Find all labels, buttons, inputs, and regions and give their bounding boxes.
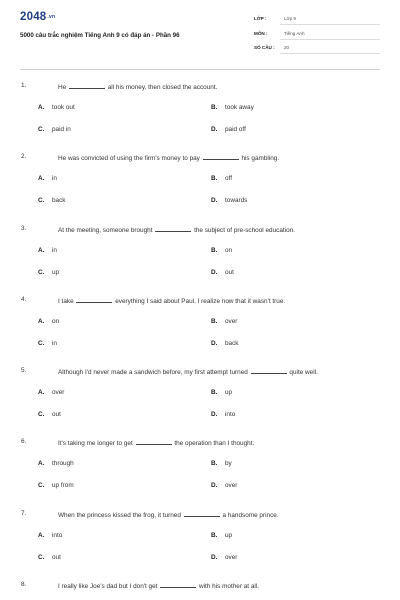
question-stem xyxy=(58,367,318,376)
option-text: into xyxy=(225,411,236,418)
option-d[interactable] xyxy=(211,269,234,276)
option-letter: D. xyxy=(211,340,218,347)
option-c[interactable] xyxy=(38,126,71,133)
question-number: 7. xyxy=(21,510,27,517)
option-d[interactable] xyxy=(211,340,239,347)
option-d[interactable] xyxy=(211,482,237,489)
option-a[interactable] xyxy=(38,247,57,254)
stem-after: with his mother at all. xyxy=(199,583,260,590)
option-text: in xyxy=(52,175,57,182)
option-letter: C. xyxy=(38,340,45,347)
question-stem xyxy=(58,438,254,447)
question-number: 2. xyxy=(21,153,27,160)
option-text: over xyxy=(52,389,65,396)
meta-count-label: SỐ CÂU : xyxy=(254,45,275,50)
meta-subject xyxy=(254,29,380,40)
stem-after: all his money, then closed the account. xyxy=(107,84,218,91)
option-text: into xyxy=(52,532,63,539)
option-letter: B. xyxy=(211,175,218,182)
document-title: 5000 câu trắc nghiệm Tiếng Anh 9 có đáp án - Phần 96 xyxy=(20,32,180,39)
stem-after: a handsome prince. xyxy=(222,512,279,519)
question-number: 8. xyxy=(21,581,27,588)
option-letter: B. xyxy=(211,389,218,396)
meta-class-line xyxy=(280,24,380,25)
stem-after: the subject of pre-school education. xyxy=(194,227,295,234)
option-text: off xyxy=(225,175,232,182)
stem-before: He was convicted of using the firm's money to pay xyxy=(58,155,200,162)
option-a[interactable] xyxy=(38,104,75,111)
option-text: took out xyxy=(52,104,75,111)
answer-blank xyxy=(160,581,196,588)
option-letter: D. xyxy=(211,269,218,276)
option-text: over xyxy=(225,318,238,325)
meta-count-value: 20 xyxy=(284,45,290,50)
option-text: up xyxy=(52,269,60,276)
option-d[interactable] xyxy=(211,197,247,204)
question-7 xyxy=(0,510,400,580)
option-d[interactable] xyxy=(211,126,246,133)
question-number: 3. xyxy=(21,225,27,232)
meta-count-line xyxy=(280,53,380,54)
option-b[interactable] xyxy=(211,460,232,467)
option-c[interactable] xyxy=(38,197,66,204)
answer-blank xyxy=(203,153,239,160)
header xyxy=(0,0,400,62)
question-4 xyxy=(0,296,400,366)
option-letter: D. xyxy=(211,197,218,204)
question-5 xyxy=(0,367,400,437)
option-b[interactable] xyxy=(211,247,232,254)
option-text: paid in xyxy=(52,126,71,133)
header-divider xyxy=(20,69,380,70)
option-text: over xyxy=(225,482,238,489)
question-1 xyxy=(0,82,400,152)
answer-blank xyxy=(155,225,191,232)
stem-after: quite well. xyxy=(289,369,318,376)
option-a[interactable] xyxy=(38,175,57,182)
option-text: paid off xyxy=(225,126,246,133)
option-c[interactable] xyxy=(38,340,57,347)
option-a[interactable] xyxy=(38,460,74,467)
option-letter: A. xyxy=(38,247,45,254)
option-letter: C. xyxy=(38,411,45,418)
stem-before: When the princess kissed the frog, it turned xyxy=(58,512,181,519)
option-d[interactable] xyxy=(211,554,237,561)
option-text: through xyxy=(52,460,74,467)
stem-before: Although I'd never made a sandwich before, my first attempt turned xyxy=(58,369,248,376)
option-b[interactable] xyxy=(211,389,232,396)
answer-blank xyxy=(76,296,112,303)
question-6 xyxy=(0,438,400,508)
option-letter: A. xyxy=(38,389,45,396)
option-c[interactable] xyxy=(38,554,61,561)
question-stem xyxy=(58,82,217,91)
option-text: up xyxy=(225,532,233,539)
meta-subject-label: MÔN : xyxy=(254,31,268,36)
meta-class xyxy=(254,14,380,25)
question-stem xyxy=(58,153,279,162)
option-letter: A. xyxy=(38,532,45,539)
question-8 xyxy=(0,581,400,600)
option-letter: C. xyxy=(38,554,45,561)
answer-blank xyxy=(69,82,105,89)
answer-blank xyxy=(136,438,172,445)
meta-class-value: Lớp 9 xyxy=(284,16,296,21)
option-b[interactable] xyxy=(211,104,254,111)
option-letter: C. xyxy=(38,197,45,204)
option-text: out xyxy=(225,269,234,276)
option-letter: A. xyxy=(38,104,45,111)
option-letter: D. xyxy=(211,411,218,418)
stem-before: I take xyxy=(58,298,74,305)
question-number: 1. xyxy=(21,82,27,89)
stem-before: It's taking me longer to get xyxy=(58,440,133,447)
meta-count xyxy=(254,43,380,54)
option-text: on xyxy=(52,318,60,325)
option-c[interactable] xyxy=(38,269,59,276)
question-stem xyxy=(58,581,259,590)
option-letter: B. xyxy=(211,460,218,467)
logo-suffix: .vn xyxy=(47,13,56,20)
stem-before: He xyxy=(58,84,67,91)
option-c[interactable] xyxy=(38,482,74,489)
option-text: up xyxy=(225,389,233,396)
option-a[interactable] xyxy=(38,532,62,539)
option-text: over xyxy=(225,554,238,561)
meta-subject-line xyxy=(280,39,380,40)
meta-subject-value: Tiếng Anh xyxy=(284,31,305,36)
stem-after: the operation than I thought. xyxy=(174,440,255,447)
answer-blank xyxy=(184,510,220,517)
option-letter: D. xyxy=(211,126,218,133)
option-text: out xyxy=(52,554,61,561)
option-text: back xyxy=(225,340,239,347)
option-b[interactable] xyxy=(211,175,232,182)
option-text: out xyxy=(52,411,61,418)
answer-blank xyxy=(251,367,287,374)
option-letter: C. xyxy=(38,126,45,133)
option-letter: B. xyxy=(211,247,218,254)
question-number: 4. xyxy=(21,296,27,303)
question-3 xyxy=(0,225,400,295)
option-text: back xyxy=(52,197,66,204)
option-a[interactable] xyxy=(38,389,64,396)
option-letter: B. xyxy=(211,318,218,325)
meta-class-label: LỚP : xyxy=(254,16,267,21)
stem-before: I really like Joe's dad but I don't get xyxy=(58,583,158,590)
logo-main: 2048 xyxy=(20,11,47,23)
option-text: on xyxy=(225,247,233,254)
question-2 xyxy=(0,153,400,223)
option-a[interactable] xyxy=(38,318,59,325)
option-text: towards xyxy=(225,197,248,204)
option-c[interactable] xyxy=(38,411,61,418)
question-stem xyxy=(58,296,285,305)
option-b[interactable] xyxy=(211,532,232,539)
option-letter: B. xyxy=(211,532,218,539)
stem-before: At the meeting, someone brought xyxy=(58,227,153,234)
question-stem xyxy=(58,510,279,519)
option-b[interactable] xyxy=(211,318,237,325)
option-letter: C. xyxy=(38,269,45,276)
option-letter: D. xyxy=(211,482,218,489)
question-number: 5. xyxy=(21,367,27,374)
question-number: 6. xyxy=(21,438,27,445)
stem-after: his gambling. xyxy=(241,155,280,162)
option-letter: A. xyxy=(38,460,45,467)
option-letter: C. xyxy=(38,482,45,489)
option-letter: B. xyxy=(211,104,218,111)
option-letter: A. xyxy=(38,175,45,182)
stem-after: everything I said about Paul. I realize now that it wasn't true. xyxy=(115,298,286,305)
option-text: by xyxy=(225,460,232,467)
option-text: up from xyxy=(52,482,74,489)
option-text: in xyxy=(52,247,57,254)
question-stem xyxy=(58,225,295,234)
option-letter: D. xyxy=(211,554,218,561)
logo[interactable] xyxy=(20,11,55,23)
option-d[interactable] xyxy=(211,411,235,418)
option-text: took away xyxy=(225,104,254,111)
option-letter: A. xyxy=(38,318,45,325)
option-text: in xyxy=(52,340,57,347)
